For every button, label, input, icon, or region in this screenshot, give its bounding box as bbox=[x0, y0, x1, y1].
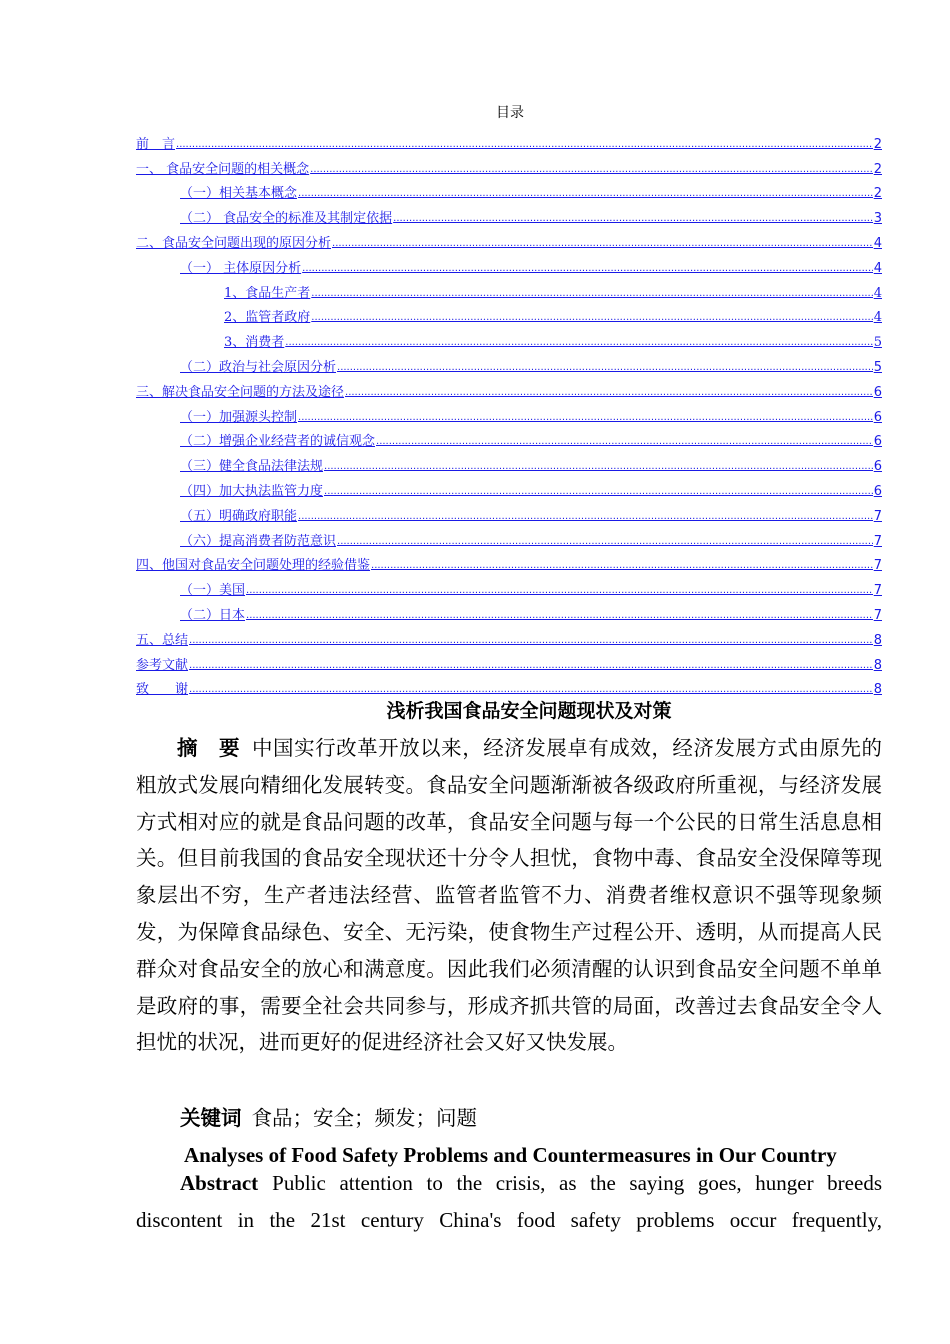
toc-entry-page: 8 bbox=[873, 632, 882, 648]
toc-entry[interactable] bbox=[136, 573, 882, 598]
toc-entry[interactable] bbox=[136, 226, 882, 251]
toc-entry-page: 7 bbox=[873, 558, 882, 574]
toc-entry-page: 6 bbox=[873, 384, 882, 400]
toc-leader-dots bbox=[298, 511, 873, 522]
toc-entry-label: 前 言 bbox=[136, 136, 176, 152]
abstract-cn bbox=[136, 730, 882, 1061]
toc-entry-label: （一） 主体原因分析 bbox=[180, 260, 302, 276]
toc-entry[interactable] bbox=[136, 623, 882, 648]
abstract-en-text: Public attention to the crisis, as the saying goes, hunger breeds discontent in the 21st century China's food safety problems occur frequently, bbox=[136, 1171, 882, 1232]
toc-heading: 目录 bbox=[496, 105, 524, 121]
toc-leader-dots bbox=[298, 188, 873, 199]
toc-entry-page: 6 bbox=[873, 434, 882, 450]
toc-entry-page: 4 bbox=[873, 260, 882, 276]
toc-leader-dots bbox=[298, 412, 873, 423]
toc-entry[interactable] bbox=[136, 549, 882, 574]
toc-entry-label: （二）政治与社会原因分析 bbox=[180, 359, 337, 375]
toc-leader-dots bbox=[393, 213, 873, 224]
toc-leader-dots bbox=[311, 312, 872, 323]
toc-entry[interactable] bbox=[136, 425, 882, 450]
toc-leader-dots bbox=[311, 288, 872, 299]
toc-leader-dots bbox=[189, 660, 873, 671]
toc-entry-label: （六）提高消费者防范意识 bbox=[180, 533, 337, 549]
toc-entry-label: （一）相关基本概念 bbox=[180, 186, 298, 202]
abstract-cn-label: 摘 要 bbox=[177, 736, 241, 760]
toc-entry-page: 6 bbox=[873, 483, 882, 499]
toc-entry-page: 5 bbox=[873, 335, 882, 351]
toc-entry-label: 2、监管者政府 bbox=[224, 310, 311, 326]
keywords-label: 关键词 bbox=[180, 1106, 242, 1130]
toc-entry-page: 2 bbox=[873, 136, 882, 152]
toc-entry[interactable] bbox=[136, 673, 882, 698]
toc-entry-page: 5 bbox=[873, 359, 882, 375]
toc-entry-label: 四、他国对食品安全问题处理的经验借鉴 bbox=[136, 558, 371, 574]
toc-entry-label: 一、 食品安全问题的相关概念 bbox=[136, 161, 310, 177]
toc-entry-label: （三）健全食品法律法规 bbox=[180, 459, 324, 475]
toc-entry-label: （二） 食品安全的标准及其制定依据 bbox=[180, 211, 393, 227]
toc-entry-page: 4 bbox=[873, 235, 882, 251]
toc-leader-dots bbox=[324, 461, 873, 472]
toc-leader-dots bbox=[332, 238, 873, 249]
toc-leader-dots bbox=[246, 585, 873, 596]
toc-entry-label: （一）美国 bbox=[180, 583, 246, 599]
toc-leader-dots bbox=[189, 684, 873, 695]
toc-entry-label: 二、食品安全问题出现的原因分析 bbox=[136, 235, 332, 251]
toc-entry[interactable] bbox=[136, 201, 882, 226]
toc-entry[interactable] bbox=[136, 375, 882, 400]
toc-leader-dots bbox=[189, 635, 873, 646]
toc-leader-dots bbox=[176, 139, 873, 150]
paper-title-cn: 浅析我国食品安全问题现状及对策 bbox=[386, 700, 672, 722]
toc-leader-dots bbox=[345, 387, 873, 398]
toc-entry-page: 7 bbox=[873, 508, 882, 524]
toc-leader-dots bbox=[371, 560, 873, 571]
paper-title-en: Analyses of Food Safety Problems and Countermeasures in Our Country bbox=[184, 1143, 837, 1167]
toc-entry-label: 三、解决食品安全问题的方法及途径 bbox=[136, 384, 345, 400]
abstract-cn-text: 中国实行改革开放以来，经济发展卓有成效，经济发展方式由原先的粗放式发展向精细化发展转变。食品安全问题渐渐被各级政府所重视，与经济发展方式相对应的就是食品问题的改革，食品安全问题与每一个公民的日常生活息息相关。但目前我国的食品安全现状还十分令人担忧，食物中毒、食品安全没保障等现象层出不穷，生产者违法经营、监管者监管不力、消费者维权意识不强等现象频发，为保障食品绿色、安全、无污染，使食物生产过程公开、透明，从而提高人民群众对食品安全的放心和满意度。因此我们必须清醒的认识到食品安全问题不单单是政府的事，需要全社会共同参与，形成齐抓共管的局面，改善过去食品安全令人担忧的状况，进而更好的促进经济社会又好又快发展。 bbox=[136, 736, 882, 1055]
toc-leader-dots bbox=[302, 263, 873, 274]
toc-entry[interactable] bbox=[136, 177, 882, 202]
toc-entry[interactable] bbox=[136, 400, 882, 425]
toc-entry[interactable] bbox=[136, 524, 882, 549]
keywords-text: 食品；安全；频发；问题 bbox=[251, 1106, 477, 1130]
toc-entry-label: （二）日本 bbox=[180, 607, 246, 623]
toc-entry-page: 7 bbox=[873, 533, 882, 549]
toc-entry-page: 3 bbox=[873, 211, 882, 227]
toc-entry-page: 4 bbox=[873, 310, 882, 326]
toc-entry-label: （五）明确政府职能 bbox=[180, 508, 298, 524]
toc-entry-label: 五、总结 bbox=[136, 632, 189, 648]
toc-entry[interactable] bbox=[136, 648, 882, 673]
toc-entry[interactable] bbox=[136, 474, 882, 499]
toc-leader-dots bbox=[285, 337, 872, 348]
toc-leader-dots bbox=[337, 536, 873, 547]
toc-entry-page: 4 bbox=[873, 285, 882, 301]
toc-entry-page: 6 bbox=[873, 409, 882, 425]
toc-leader-dots bbox=[246, 610, 873, 621]
toc-entry[interactable] bbox=[136, 598, 882, 623]
toc-entry-page: 8 bbox=[873, 682, 882, 698]
toc-entry[interactable] bbox=[136, 301, 882, 326]
toc-entry-page: 8 bbox=[873, 657, 882, 673]
toc-leader-dots bbox=[337, 362, 873, 373]
toc-leader-dots bbox=[376, 436, 873, 447]
toc-entry-page: 2 bbox=[873, 186, 882, 202]
toc-entry-label: 参考文献 bbox=[136, 657, 189, 673]
toc-entry-label: （二）增强企业经营者的诚信观念 bbox=[180, 434, 376, 450]
toc-entry[interactable] bbox=[136, 152, 882, 177]
keywords-cn bbox=[180, 1101, 477, 1135]
toc-entry-page: 6 bbox=[873, 459, 882, 475]
toc-leader-dots bbox=[310, 164, 873, 175]
table-of-contents bbox=[136, 127, 882, 697]
toc-leader-dots bbox=[324, 486, 873, 497]
toc-entry-label: （一）加强源头控制 bbox=[180, 409, 298, 425]
toc-entry[interactable] bbox=[136, 127, 882, 152]
toc-entry[interactable] bbox=[136, 350, 882, 375]
toc-entry[interactable] bbox=[136, 276, 882, 301]
abstract-en-label: Abstract bbox=[180, 1171, 259, 1195]
toc-entry[interactable] bbox=[136, 251, 882, 276]
toc-entry[interactable] bbox=[136, 499, 882, 524]
toc-entry-label: 3、消费者 bbox=[224, 335, 285, 351]
toc-entry[interactable] bbox=[136, 449, 882, 474]
toc-entry[interactable] bbox=[136, 325, 882, 350]
toc-entry-label: 致 谢 bbox=[136, 682, 189, 698]
toc-entry-page: 2 bbox=[873, 161, 882, 177]
toc-entry-label: 1、食品生产者 bbox=[224, 285, 311, 301]
toc-entry-page: 7 bbox=[873, 583, 882, 599]
abstract-en bbox=[136, 1165, 882, 1239]
toc-entry-page: 7 bbox=[873, 607, 882, 623]
toc-entry-label: （四）加大执法监管力度 bbox=[180, 483, 324, 499]
